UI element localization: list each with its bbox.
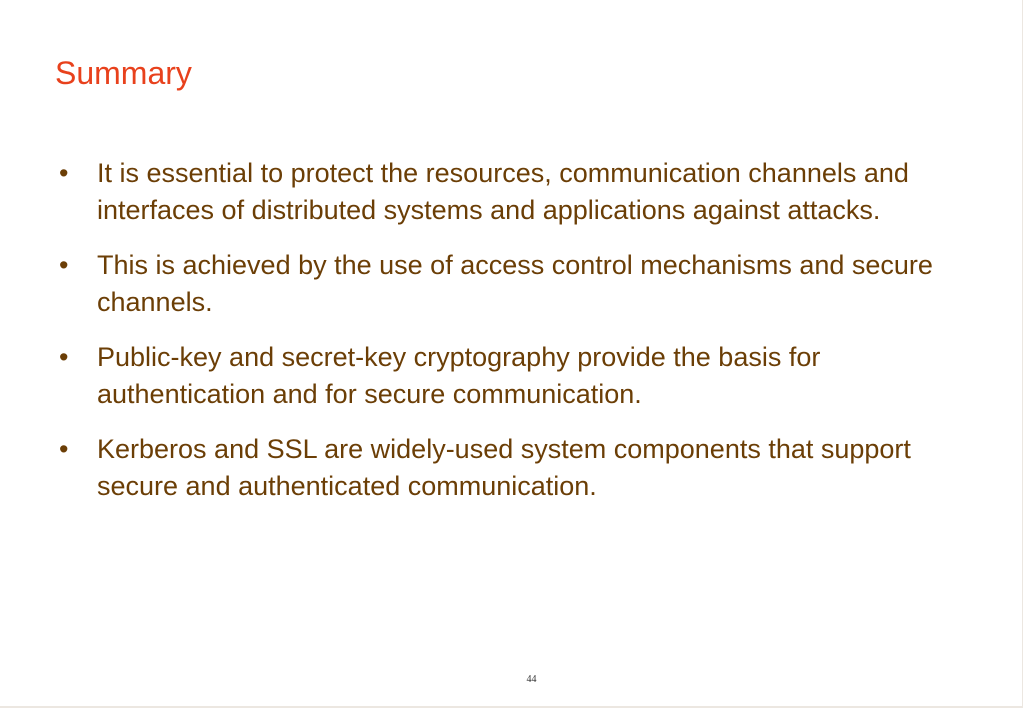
page-number: 44 — [526, 674, 537, 685]
bullet-text: It is essential to protect the resources, communication channels and interfaces of distributed systems and applications against attacks. — [97, 158, 909, 225]
bullet-icon: • — [59, 342, 69, 372]
bullet-icon: • — [59, 158, 69, 188]
bullet-icon: • — [59, 434, 69, 464]
bullet-text: Public-key and secret-key cryptography provide the basis for authentication and for secure communication. — [97, 342, 821, 409]
bullet-text: This is achieved by the use of access control mechanisms and secure channels. — [97, 250, 933, 317]
bullet-item — [59, 339, 959, 413]
bullet-list — [59, 155, 959, 523]
bullet-text: Kerberos and SSL are widely-used system components that support secure and authenticated communication. — [97, 434, 911, 501]
bullet-icon: • — [59, 250, 69, 280]
bullet-item — [59, 155, 959, 229]
bullet-item — [59, 247, 959, 321]
slide-title: Summary — [55, 55, 192, 91]
bullet-item — [59, 431, 959, 505]
